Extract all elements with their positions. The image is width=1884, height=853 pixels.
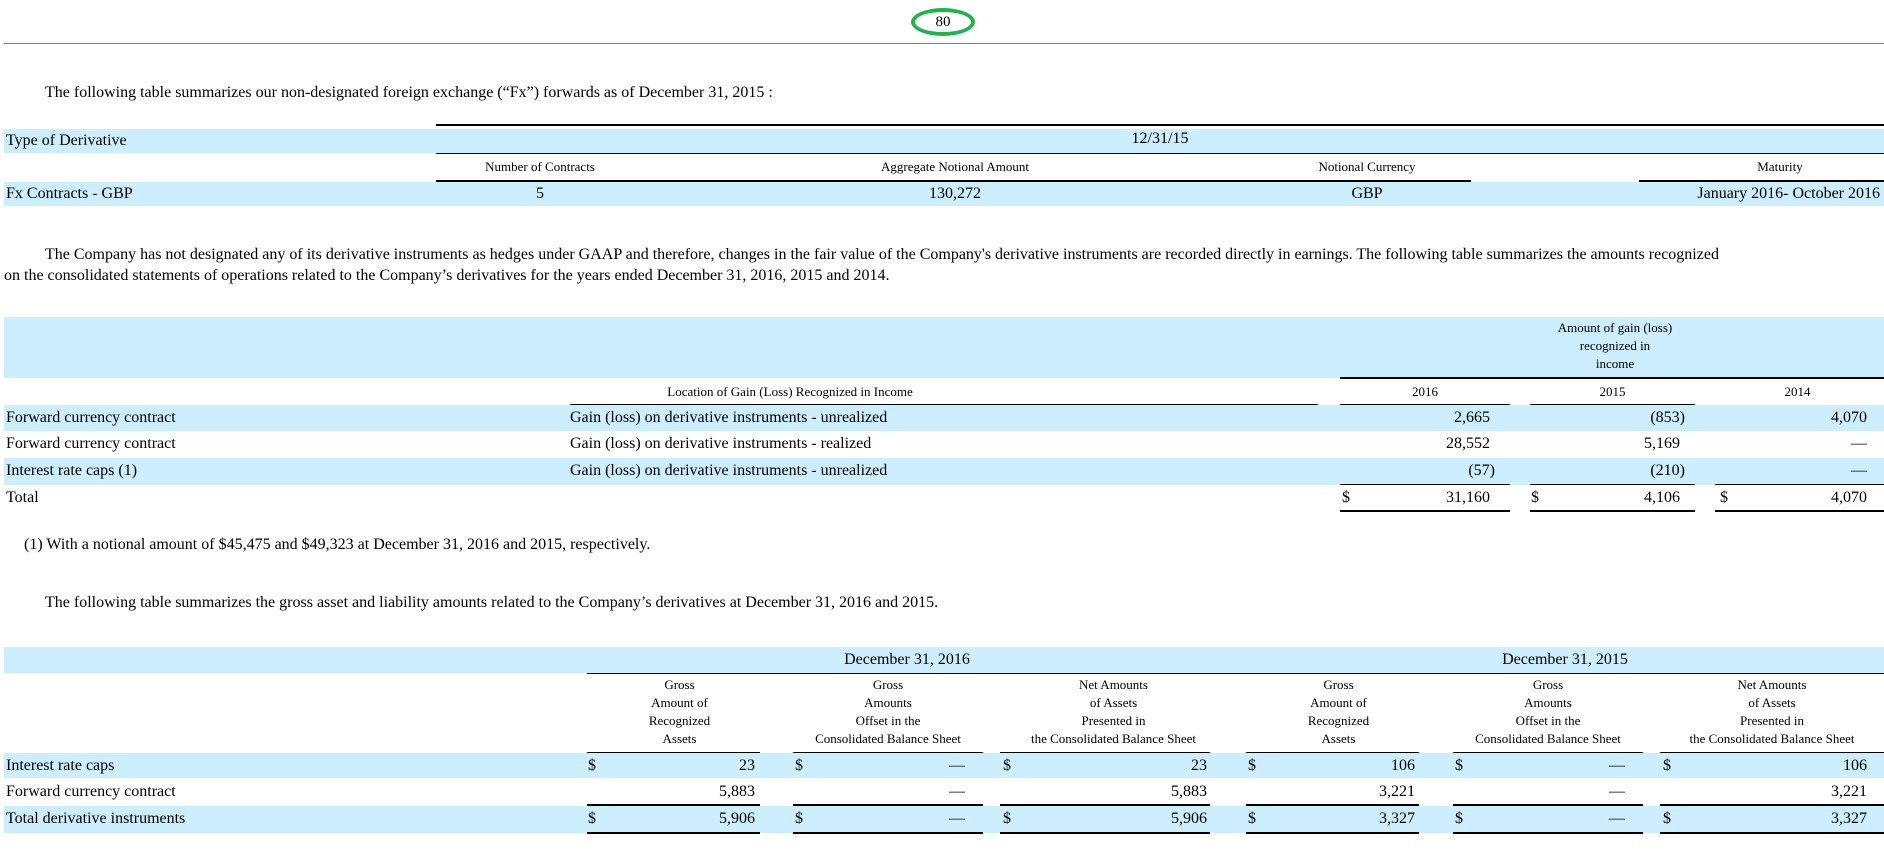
header-line: Amount of xyxy=(651,695,708,710)
table2-2015-rule xyxy=(1530,404,1695,405)
amount-group-header xyxy=(1450,319,1780,373)
currency-symbol: $ xyxy=(1003,810,1011,827)
currency-symbol: $ xyxy=(795,810,803,827)
col-notional-currency: Notional Currency xyxy=(1318,159,1416,174)
header-line: Gross xyxy=(1532,677,1564,692)
table2-group-rule xyxy=(1340,377,1884,379)
value-offset-2015: — xyxy=(1609,757,1625,774)
currency-symbol: $ xyxy=(1663,757,1671,774)
header-line: Gross xyxy=(1323,677,1354,692)
header-line: of Assets xyxy=(1748,695,1796,710)
maturity-value: January 2016- October 2016 xyxy=(1697,185,1880,202)
intro-paragraph-derivatives-line2: on the consolidated statements of operations related to the Company’s derivatives for the years ended December 31, 2016, 2015 and 2014. xyxy=(4,267,890,284)
table2-total-rule-2016 xyxy=(1340,510,1510,512)
row-label: Forward currency contract xyxy=(6,783,176,800)
col-number-of-contracts: Number of Contracts xyxy=(485,159,595,174)
currency-symbol: $ xyxy=(1663,810,1671,827)
contracts-value: 5 xyxy=(536,185,544,202)
currency-symbol: $ xyxy=(795,757,803,774)
table3-sub-rule xyxy=(1453,804,1643,806)
table3-hdr-rule xyxy=(793,752,983,753)
currency-symbol: $ xyxy=(588,757,596,774)
total-2014: 4,070 xyxy=(1831,489,1867,506)
header-line: of Assets xyxy=(1089,695,1138,710)
header-line: Presented in xyxy=(1740,713,1804,728)
table3-hdr-rule xyxy=(1000,752,1210,753)
value-net-2016: 5,883 xyxy=(1171,783,1207,800)
intro-paragraph-gross: The following table summarizes the gross asset and liability amounts related to the Company’s derivatives at December 31, 2016 and 2015. xyxy=(45,594,939,611)
value-offset-2016: — xyxy=(949,757,965,774)
value-offset-2016: — xyxy=(949,810,965,827)
row-label: Forward currency contract xyxy=(6,409,176,426)
page-number-text: 80 xyxy=(935,14,951,30)
table1-top-rule xyxy=(436,124,1884,126)
type-of-derivative-header: Type of Derivative xyxy=(6,132,127,149)
value-offset-2015: — xyxy=(1609,810,1625,827)
value-2016: (57) xyxy=(1468,462,1495,479)
header-divider xyxy=(4,43,1884,44)
intro-paragraph-fx: The following table summarizes our non-designated foreign exchange (“Fx”) forwards as of December 31, 2015 : xyxy=(45,84,773,101)
header-line: Presented in xyxy=(1081,713,1146,728)
intro-paragraph-derivatives-line1: The Company has not designated any of its derivative instruments as hedges under GAAP and therefore, changes in the fair value of the Company's derivative instruments are recorded directly in earnings. The following table summarizes the amounts recognized xyxy=(45,246,1719,263)
header-line: the Consolidated Balance Sheet xyxy=(1031,731,1196,746)
year-2015-header: 2015 xyxy=(1599,384,1626,399)
total-2016: 31,160 xyxy=(1446,489,1490,506)
table3-sub-rule xyxy=(1000,804,1210,806)
header-line: Gross xyxy=(664,677,695,692)
currency-symbol: $ xyxy=(1003,757,1011,774)
value-2015: 5,169 xyxy=(1644,435,1680,452)
table3-sub-rule xyxy=(1660,804,1884,806)
value-net-2015: 106 xyxy=(1843,757,1867,774)
value-gross-2016: 5,883 xyxy=(719,783,755,800)
period-header-2016: December 31, 2016 xyxy=(844,651,970,668)
table2-sub-rule-2016 xyxy=(1340,484,1510,485)
value-gross-2016: 5,906 xyxy=(719,810,755,827)
table3-sub-rule xyxy=(1246,804,1419,806)
value-gross-2015: 3,221 xyxy=(1379,783,1415,800)
currency-symbol: $ xyxy=(1342,489,1350,506)
header-line: Net Amounts xyxy=(1737,677,1807,692)
group-header-line: income xyxy=(1595,356,1635,371)
col-net-presented-2016 xyxy=(1000,676,1227,748)
value-2015: (853) xyxy=(1650,409,1685,426)
table3-hdr-rule xyxy=(587,752,760,753)
value-gross-2015: 3,327 xyxy=(1379,810,1415,827)
page-number xyxy=(911,8,975,36)
table3-total-rule xyxy=(793,832,983,834)
group-header-line: Amount of gain (loss) xyxy=(1557,320,1673,335)
header-line: Gross xyxy=(872,677,904,692)
value-gross-2016: 23 xyxy=(739,757,755,774)
table3-sub-rule xyxy=(793,804,983,806)
col-aggregate-notional: Aggregate Notional Amount xyxy=(880,159,1030,174)
header-line: Amount of xyxy=(1310,695,1367,710)
table2-total-rule-2015 xyxy=(1530,510,1695,512)
table3-total-rule xyxy=(1660,832,1884,834)
value-net-2015: 3,327 xyxy=(1831,810,1867,827)
value-offset-2015: — xyxy=(1609,783,1625,800)
group-header-line: recognized in xyxy=(1579,338,1651,353)
header-line: Amounts xyxy=(1524,695,1572,710)
value-2016: 28,552 xyxy=(1446,435,1490,452)
value-2014: — xyxy=(1851,435,1867,452)
header-line: Consolidated Balance Sheet xyxy=(1475,731,1621,746)
row-label: Interest rate caps (1) xyxy=(6,462,138,479)
table1-col-rule-b xyxy=(1639,180,1884,182)
value-2014: — xyxy=(1851,462,1867,479)
total-2015: 4,106 xyxy=(1644,489,1680,506)
value-net-2015: 3,221 xyxy=(1831,783,1867,800)
table2-location-rule xyxy=(570,404,1318,405)
table3-hdr-rule xyxy=(1246,752,1419,753)
header-line: Offset in the xyxy=(1515,713,1581,728)
currency-symbol: $ xyxy=(1531,489,1539,506)
table2-2016-rule xyxy=(1340,404,1510,405)
date-header: 12/31/15 xyxy=(1131,130,1189,147)
value-offset-2016: — xyxy=(949,783,965,800)
value-2016: 2,665 xyxy=(1454,409,1490,426)
table3-total-rule xyxy=(1000,832,1210,834)
header-line: Consolidated Balance Sheet xyxy=(815,731,961,746)
row-label: Fx Contracts - GBP xyxy=(6,185,133,202)
value-2015: (210) xyxy=(1650,462,1685,479)
col-gross-offset-2016 xyxy=(793,676,983,748)
table2-total-rule-2014 xyxy=(1715,510,1884,512)
total-label: Total xyxy=(6,489,39,506)
currency-symbol: $ xyxy=(588,810,596,827)
row-location: Gain (loss) on derivative instruments - unrealized xyxy=(570,409,888,426)
currency-value: GBP xyxy=(1351,185,1383,202)
table1-date-rule xyxy=(436,153,1884,154)
col-maturity: Maturity xyxy=(1757,159,1803,174)
value-net-2016: 23 xyxy=(1191,757,1207,774)
table3-sub-rule xyxy=(587,804,760,806)
location-header: Location of Gain (Loss) Recognized in Income xyxy=(667,384,913,399)
table2-sub-rule-2015 xyxy=(1530,484,1695,485)
period-header-2015: December 31, 2015 xyxy=(1502,651,1628,668)
currency-symbol: $ xyxy=(1248,757,1256,774)
header-line: the Consolidated Balance Sheet xyxy=(1689,731,1855,746)
row-location: Gain (loss) on derivative instruments - realized xyxy=(570,435,872,452)
value-2014: 4,070 xyxy=(1831,409,1867,426)
header-line: Assets xyxy=(662,731,697,746)
year-2016-header: 2016 xyxy=(1412,384,1438,399)
row-label: Forward currency contract xyxy=(6,435,176,452)
row-label: Interest rate caps xyxy=(6,757,115,774)
col-gross-recognized-2016 xyxy=(587,676,772,748)
table1-header-band xyxy=(4,129,1884,153)
table1-col-rule-a xyxy=(436,180,1471,182)
footnote: (1) With a notional amount of $45,475 and $49,323 at December 31, 2016 and 2015, respectively. xyxy=(24,536,651,553)
currency-symbol: $ xyxy=(1720,489,1728,506)
header-line: Amounts xyxy=(864,695,912,710)
header-line: Offset in the xyxy=(855,713,921,728)
col-gross-offset-2015 xyxy=(1453,676,1643,748)
header-line: Assets xyxy=(1321,731,1356,746)
table3-hdr-rule xyxy=(1660,752,1884,753)
row-label: Total derivative instruments xyxy=(6,810,186,827)
header-line: Recognized xyxy=(1307,713,1370,728)
table3-period-rule xyxy=(587,673,1884,674)
header-line: Net Amounts xyxy=(1079,677,1148,692)
currency-symbol: $ xyxy=(1455,757,1463,774)
currency-symbol: $ xyxy=(1248,810,1256,827)
table3-hdr-rule xyxy=(1453,752,1643,753)
table3-total-rule xyxy=(587,832,760,834)
notional-value: 130,272 xyxy=(929,185,981,202)
currency-symbol: $ xyxy=(1455,810,1463,827)
col-net-presented-2015 xyxy=(1660,676,1884,748)
year-2014-header: 2014 xyxy=(1784,384,1811,399)
value-gross-2015: 106 xyxy=(1391,757,1415,774)
header-line: Recognized xyxy=(648,713,711,728)
table3-total-rule xyxy=(1246,832,1419,834)
col-gross-recognized-2015 xyxy=(1246,676,1431,748)
row-location: Gain (loss) on derivative instruments - unrealized xyxy=(570,462,888,479)
table3-total-rule xyxy=(1453,832,1643,834)
table2-sub-rule-2014 xyxy=(1715,484,1884,485)
value-net-2016: 5,906 xyxy=(1171,810,1207,827)
